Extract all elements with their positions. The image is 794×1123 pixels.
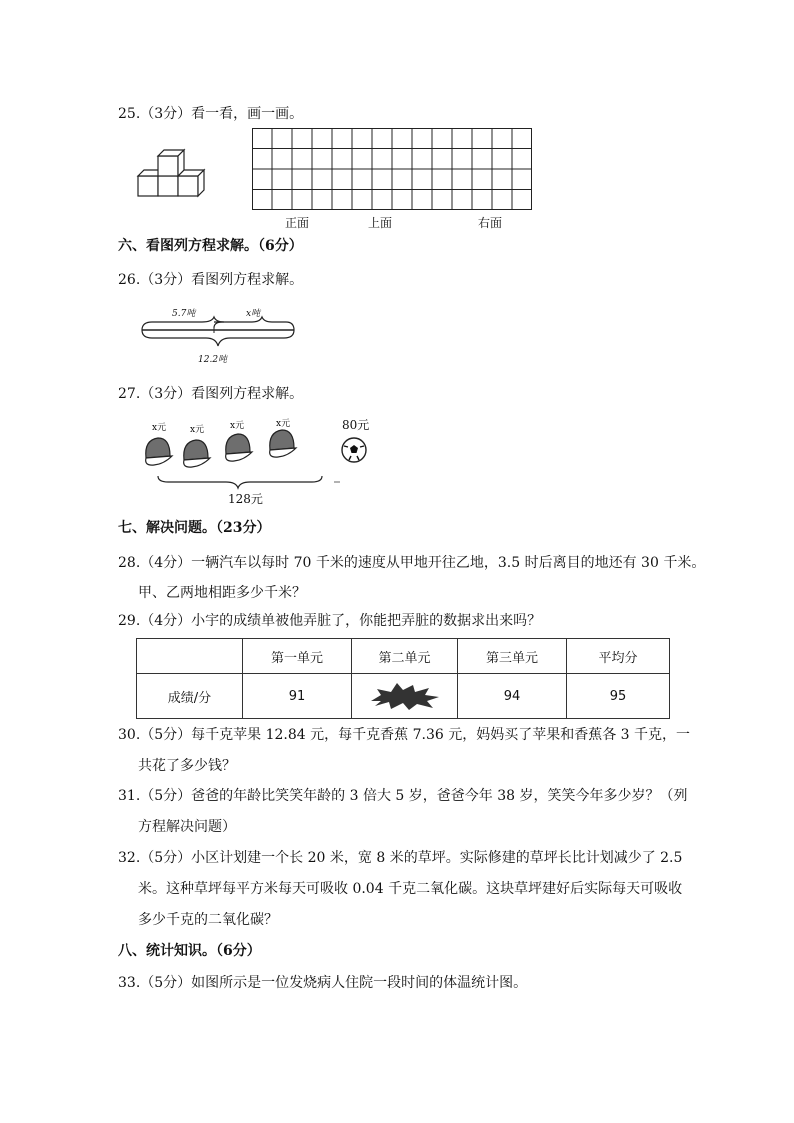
- q29-text: 29.（4分）小宇的成绩单被他弄脏了，你能把弄脏的数据求出来吗？: [118, 613, 542, 629]
- soccer-ball-icon: [340, 436, 368, 464]
- smudged-cell: [352, 674, 458, 719]
- table-header-cell: 第二单元: [352, 639, 458, 674]
- q26-text: 26.（3分）看图列方程求解。: [118, 272, 304, 288]
- cap-icon: [220, 430, 256, 464]
- section-8-title: 八、统计知识。（6分）: [118, 943, 261, 959]
- q25-text: 25.（3分）看一看，画一画。: [118, 106, 304, 122]
- table-cell: 91: [243, 674, 352, 719]
- q27-total-brace: [156, 474, 346, 490]
- q27-text: 27.（3分）看图列方程求解。: [118, 386, 304, 402]
- cap-icon: [178, 436, 214, 470]
- q26-label-total: 12.2吨: [198, 355, 228, 365]
- ball-price: 80元: [342, 418, 370, 432]
- table-header-row: [137, 639, 670, 674]
- cap-icon: [264, 426, 300, 460]
- section-6-title: 六、看图列方程求解。（6分）: [118, 238, 303, 254]
- q26-label-left: 5.7吨: [172, 309, 196, 319]
- drawing-grid: [252, 128, 532, 210]
- table-header-cell: 第三单元: [458, 639, 567, 674]
- score-table: [136, 638, 670, 719]
- q33-text: 33.（5分）如图所示是一位发烧病人住院一段时间的体温统计图。: [118, 975, 528, 991]
- q27-total: 128元: [228, 492, 263, 506]
- table-header-cell: [137, 639, 243, 674]
- ink-blot-icon: [369, 681, 441, 711]
- table-row: [137, 674, 670, 719]
- cap-label-1: x元: [152, 423, 167, 433]
- q26-label-right: x吨: [246, 309, 261, 319]
- q30-line2: 共花了多少钱？: [138, 758, 236, 774]
- q32-line3: 多少千克的二氧化碳？: [138, 912, 278, 928]
- cap-icon: [140, 434, 176, 468]
- cap-label-3: x元: [230, 421, 245, 431]
- table-header-cell: 第一单元: [243, 639, 352, 674]
- q32-line2: 米。这种草坪每平方米每天可吸收 0.04 千克二氧化碳。这块草坪建好后实际每天可吸收: [138, 881, 683, 897]
- grid-label-right: 右面: [478, 216, 503, 230]
- q31-line1: 31.（5分）爸爸的年龄比笑笑年龄的 3 倍大 5 岁，爸爸今年 38 岁，笑笑今年多少岁？（列: [118, 788, 688, 804]
- table-header-cell: 平均分: [567, 639, 670, 674]
- cap-label-2: x元: [190, 425, 205, 435]
- q32-line1: 32.（5分）小区计划建一个长 20 米，宽 8 米的草坪。实际修建的草坪长比计划减少了 2.5: [118, 850, 683, 866]
- q30-line1: 30.（5分）每千克苹果 12.84 元，每千克香蕉 7.36 元，妈妈买了苹果和香蕉各 3 千克，一: [118, 727, 691, 743]
- q26-brace-diagram: [140, 316, 300, 356]
- cube-stack-figure: [136, 148, 212, 200]
- table-cell: 95: [567, 674, 670, 719]
- grid-label-front: 正面: [285, 216, 310, 230]
- table-row-label: 成绩/分: [137, 674, 243, 719]
- grid-label-top: 上面: [368, 216, 393, 230]
- cap-label-4: x元: [276, 419, 291, 429]
- q31-line2: 方程解决问题）: [138, 819, 236, 835]
- section-7-title: 七、解决问题。（23分）: [118, 520, 271, 536]
- table-cell: 94: [458, 674, 567, 719]
- q28-line2: 甲、乙两地相距多少千米？: [138, 585, 306, 601]
- q28-line1: 28.（4分）一辆汽车以每时 70 千米的速度从甲地开往乙地，3.5 时后离目的地还有 30 千米。: [118, 555, 706, 571]
